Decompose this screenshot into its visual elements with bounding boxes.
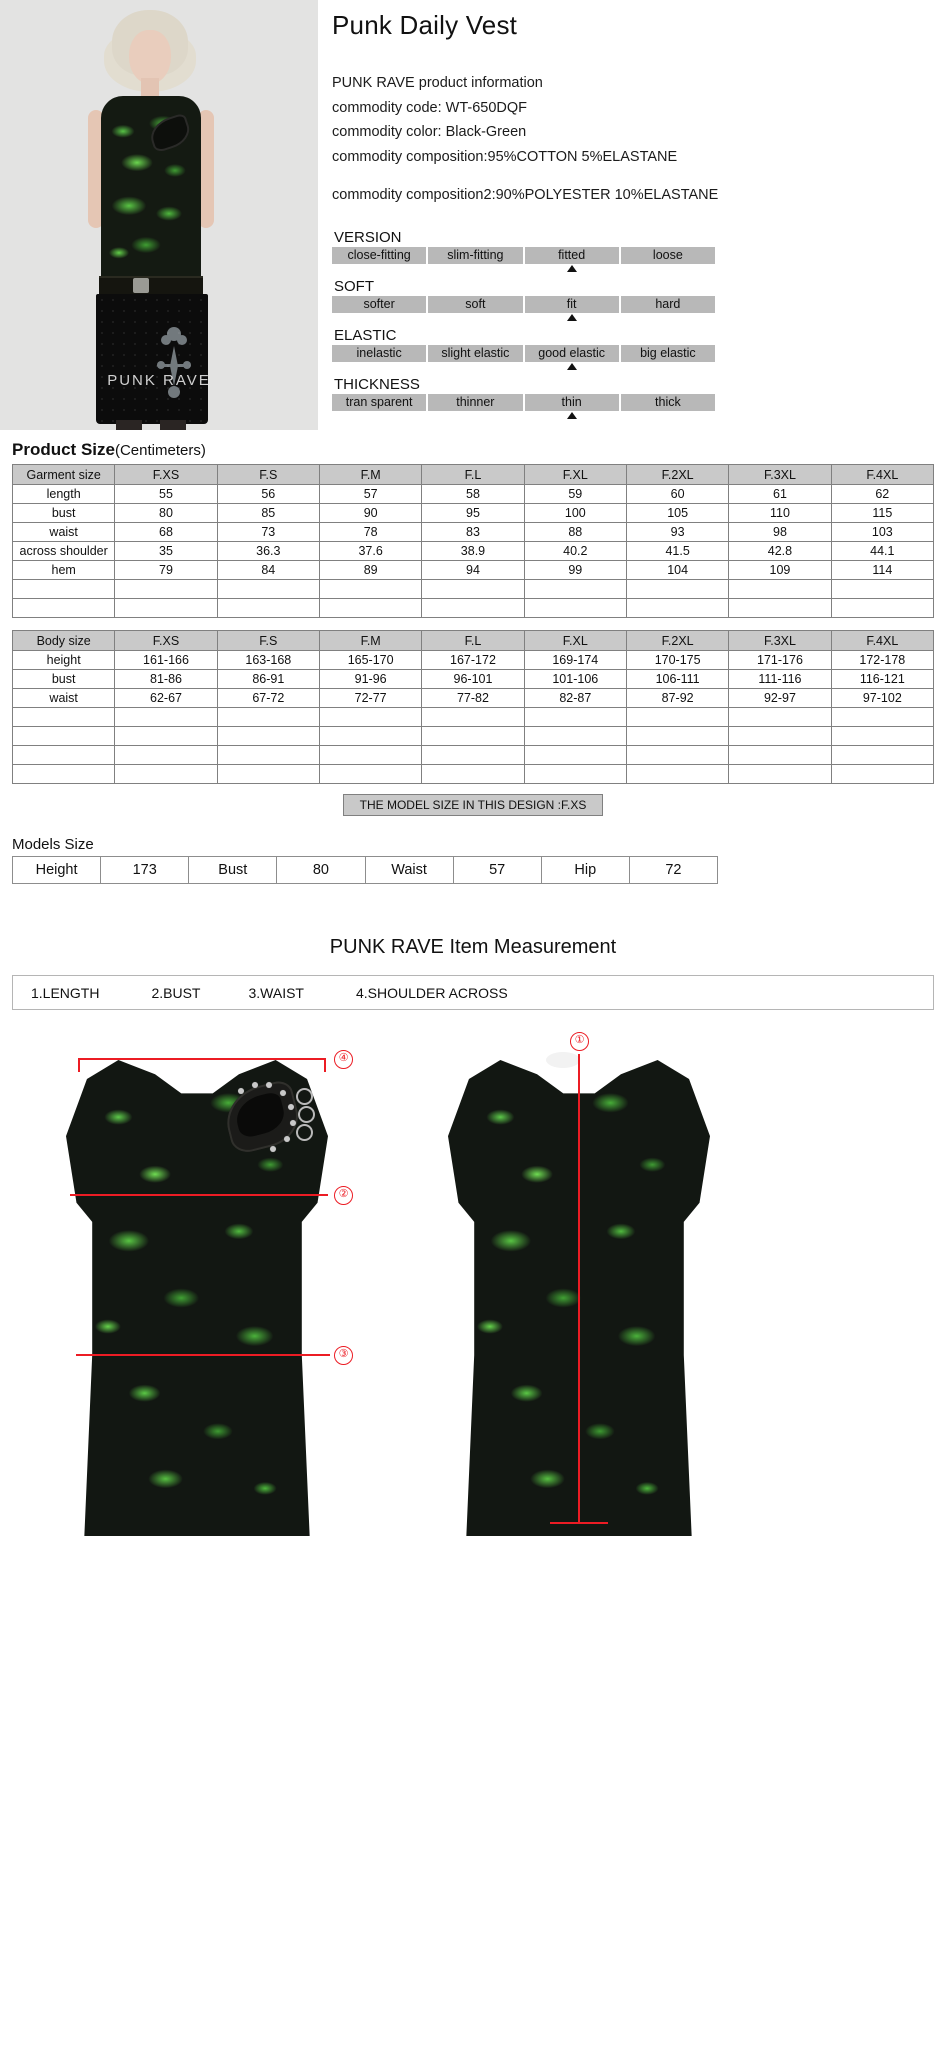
table-cell: 95	[422, 504, 524, 523]
attribute-options	[332, 394, 715, 411]
models-size-label: Height	[13, 857, 101, 884]
table-cell: 169-174	[524, 651, 626, 670]
marker-slot	[428, 362, 522, 373]
attribute-scales	[332, 228, 715, 422]
marker-slot	[621, 264, 715, 275]
table-cell: 167-172	[422, 651, 524, 670]
measure-line-waist	[76, 1354, 330, 1356]
table-row	[13, 727, 934, 746]
table-cell: 93	[626, 523, 728, 542]
table-cell: 55	[115, 485, 217, 504]
product-size-title-unit: (Centimeters)	[114, 442, 206, 459]
table-cell: 60	[626, 485, 728, 504]
table-cell: 111-116	[729, 670, 831, 689]
table-cell: 56	[217, 485, 319, 504]
table-cell: 86-91	[217, 670, 319, 689]
stud-icon	[270, 1146, 276, 1152]
table-cell: 97-102	[831, 689, 933, 708]
attribute-selection-markers	[332, 362, 715, 373]
table-cell	[626, 746, 728, 765]
stud-icon	[290, 1120, 296, 1126]
table-cell: 61	[729, 485, 831, 504]
back-neck-tag	[546, 1052, 580, 1068]
attribute-version	[332, 228, 715, 275]
table-header-row	[13, 631, 934, 651]
page-title: Punk Daily Vest	[332, 10, 518, 40]
table-cell: 41.5	[626, 542, 728, 561]
table-cell	[626, 765, 728, 784]
marker-slot	[332, 313, 426, 324]
commodity-composition: commodity composition:95%COTTON 5%ELASTANE	[332, 148, 678, 165]
marker-slot	[332, 264, 426, 275]
table-cell	[217, 727, 319, 746]
attribute-option[interactable]: thinner	[428, 394, 522, 411]
table-cell: 106-111	[626, 670, 728, 689]
row-label: hem	[13, 561, 115, 580]
table-cell: 58	[422, 485, 524, 504]
table-cell: 59	[524, 485, 626, 504]
table-cell: 37.6	[319, 542, 421, 561]
ring-icon	[298, 1106, 315, 1123]
ring-icon	[296, 1124, 313, 1141]
table-cell	[115, 708, 217, 727]
attribute-thickness	[332, 375, 715, 422]
commodity-code: commodity code: WT-650DQF	[332, 99, 527, 116]
table-cell	[524, 708, 626, 727]
column-header-size: F.XS	[115, 631, 217, 651]
attribute-option[interactable]: thick	[621, 394, 715, 411]
table-cell: 40.2	[524, 542, 626, 561]
table-cell	[422, 580, 524, 599]
measurement-diagrams	[0, 1024, 946, 1569]
attribute-selection-markers	[332, 411, 715, 422]
attribute-option[interactable]: slim-fitting	[428, 247, 522, 264]
models-size-value: 57	[453, 857, 541, 884]
column-header-size: F.4XL	[831, 631, 933, 651]
measure-line-length	[578, 1054, 580, 1524]
models-size-title: Models Size	[12, 836, 94, 853]
table-row	[13, 580, 934, 599]
table-row	[13, 485, 934, 504]
attribute-soft	[332, 277, 715, 324]
table-cell	[319, 727, 421, 746]
row-label	[13, 765, 115, 784]
garment-back-view	[430, 1024, 730, 1544]
table-cell: 88	[524, 523, 626, 542]
attribute-option[interactable]: slight elastic	[428, 345, 522, 362]
row-label: across shoulder	[13, 542, 115, 561]
attribute-option[interactable]: good elastic	[525, 345, 619, 362]
column-header-size: F.4XL	[831, 465, 933, 485]
table-row	[13, 504, 934, 523]
column-header-size: F.M	[319, 631, 421, 651]
measure-line-shoulder	[78, 1058, 326, 1060]
attribute-selection-markers	[332, 313, 715, 324]
column-header-size: F.XS	[115, 465, 217, 485]
models-size-row	[13, 857, 718, 884]
table-cell	[422, 746, 524, 765]
table-cell	[831, 599, 933, 618]
column-header-size: F.L	[422, 631, 524, 651]
selected-marker-icon	[525, 411, 619, 422]
table-cell	[831, 746, 933, 765]
attribute-option[interactable]: thin	[525, 394, 619, 411]
table-row	[13, 561, 934, 580]
stud-icon	[288, 1104, 294, 1110]
marker-slot	[621, 313, 715, 324]
table-cell	[422, 727, 524, 746]
table-cell	[626, 599, 728, 618]
table-cell	[831, 708, 933, 727]
table-cell	[626, 580, 728, 599]
table-cell: 78	[319, 523, 421, 542]
commodity-color: commodity color: Black-Green	[332, 124, 527, 140]
table-cell: 73	[217, 523, 319, 542]
skirt-print	[148, 320, 200, 408]
table-cell: 72-77	[319, 689, 421, 708]
model-size-note-wrap	[0, 794, 946, 816]
table-cell: 62	[831, 485, 933, 504]
table-cell	[524, 599, 626, 618]
attribute-option[interactable]: inelastic	[332, 345, 426, 362]
attribute-option[interactable]: fitted	[525, 247, 619, 264]
attribute-options	[332, 247, 715, 264]
table-cell: 57	[319, 485, 421, 504]
marker-slot	[428, 264, 522, 275]
table-cell: 77-82	[422, 689, 524, 708]
column-header-size: F.S	[217, 631, 319, 651]
table-cell	[115, 580, 217, 599]
measure-marker-4: ④	[334, 1050, 353, 1069]
stud-icon	[280, 1090, 286, 1096]
table-cell: 104	[626, 561, 728, 580]
table-cell	[217, 765, 319, 784]
column-header-size: F.2XL	[626, 465, 728, 485]
table-cell: 103	[831, 523, 933, 542]
stud-icon	[266, 1082, 272, 1088]
row-label: bust	[13, 504, 115, 523]
models-size-value: 80	[277, 857, 365, 884]
table-row	[13, 670, 934, 689]
table-cell: 44.1	[831, 542, 933, 561]
table-cell	[217, 746, 319, 765]
legend-item-shoulder: 4.SHOULDER ACROSS	[355, 984, 508, 1001]
attribute-option[interactable]: soft	[428, 296, 522, 313]
table-cell	[319, 580, 421, 599]
product-info-lines	[332, 71, 946, 208]
table-cell: 105	[626, 504, 728, 523]
table-cell: 171-176	[729, 651, 831, 670]
row-label: bust	[13, 670, 115, 689]
measure-marker-1: ①	[570, 1032, 589, 1051]
measure-line-bust	[70, 1194, 328, 1196]
table-row	[13, 599, 934, 618]
row-label	[13, 580, 115, 599]
table-cell: 94	[422, 561, 524, 580]
table-cell	[115, 765, 217, 784]
table-cell	[422, 708, 524, 727]
table-cell	[626, 708, 728, 727]
product-size-title	[12, 440, 946, 460]
table-cell: 98	[729, 523, 831, 542]
garment-size-table	[12, 464, 934, 618]
table-cell: 114	[831, 561, 933, 580]
table-cell	[729, 708, 831, 727]
table-cell	[319, 746, 421, 765]
model-size-note: THE MODEL SIZE IN THIS DESIGN :F.XS	[343, 794, 604, 816]
measurement-title: PUNK RAVE Item Measurement	[329, 936, 617, 958]
table-cell: 172-178	[831, 651, 933, 670]
table-cell: 163-168	[217, 651, 319, 670]
model-face	[129, 30, 171, 84]
measure-tick-hem	[550, 1522, 608, 1524]
model-leg-left	[116, 420, 142, 430]
attribute-option[interactable]: hard	[621, 296, 715, 313]
table-cell: 109	[729, 561, 831, 580]
measure-marker-3: ③	[334, 1346, 353, 1365]
table-cell	[729, 746, 831, 765]
table-cell: 42.8	[729, 542, 831, 561]
table-cell: 90	[319, 504, 421, 523]
table-cell: 81-86	[115, 670, 217, 689]
table-cell	[524, 746, 626, 765]
table-row	[13, 523, 934, 542]
table-cell	[217, 599, 319, 618]
attribute-options	[332, 296, 715, 313]
column-header-size: F.2XL	[626, 631, 728, 651]
row-label: waist	[13, 523, 115, 542]
marker-slot	[428, 411, 522, 422]
table-cell	[831, 580, 933, 599]
selected-marker-icon	[525, 362, 619, 373]
marker-slot	[428, 313, 522, 324]
stud-icon	[238, 1088, 244, 1094]
table-cell: 84	[217, 561, 319, 580]
row-label	[13, 708, 115, 727]
garment-front-view	[48, 1024, 348, 1544]
info-heading: PUNK RAVE product information	[332, 75, 543, 91]
table-cell: 99	[524, 561, 626, 580]
table-cell	[319, 599, 421, 618]
column-header-size: F.XL	[524, 465, 626, 485]
attribute-selection-markers	[332, 264, 715, 275]
table-cell: 100	[524, 504, 626, 523]
table-cell: 91-96	[319, 670, 421, 689]
table-cell: 68	[115, 523, 217, 542]
table-cell: 35	[115, 542, 217, 561]
table-cell	[831, 765, 933, 784]
table-cell: 38.9	[422, 542, 524, 561]
table-row	[13, 689, 934, 708]
table-cell	[729, 765, 831, 784]
selected-marker-icon	[525, 264, 619, 275]
table-row	[13, 542, 934, 561]
attribute-option[interactable]: big elastic	[621, 345, 715, 362]
table-cell	[217, 580, 319, 599]
table-cell: 89	[319, 561, 421, 580]
measure-tick-left	[78, 1058, 80, 1072]
table-cell: 87-92	[626, 689, 728, 708]
table-row	[13, 708, 934, 727]
table-cell	[319, 765, 421, 784]
models-size-label: Bust	[189, 857, 277, 884]
table-row	[13, 765, 934, 784]
column-header-label: Body size	[13, 631, 115, 651]
table-cell: 110	[729, 504, 831, 523]
table-cell	[831, 727, 933, 746]
table-header-row	[13, 465, 934, 485]
stud-icon	[252, 1082, 258, 1088]
legend-item-waist: 3.WAIST	[248, 984, 304, 1001]
legend-item-bust: 2.BUST	[151, 984, 201, 1001]
table-cell	[422, 765, 524, 784]
table-cell	[115, 727, 217, 746]
attribute-option[interactable]: loose	[621, 247, 715, 264]
column-header-size: F.M	[319, 465, 421, 485]
table-cell: 115	[831, 504, 933, 523]
attribute-option[interactable]: tran sparent	[332, 394, 426, 411]
table-row	[13, 746, 934, 765]
table-cell	[524, 765, 626, 784]
product-size-title-bold: Product Size	[12, 440, 115, 459]
attribute-label: ELASTIC	[334, 326, 397, 344]
attribute-label: SOFT	[334, 277, 374, 295]
model-belt-buckle	[133, 278, 149, 293]
table-cell: 165-170	[319, 651, 421, 670]
table-cell	[115, 599, 217, 618]
column-header-size: F.L	[422, 465, 524, 485]
selected-marker-icon	[525, 313, 619, 324]
attribute-elastic	[332, 326, 715, 373]
table-cell	[729, 580, 831, 599]
table-cell: 36.3	[217, 542, 319, 561]
marker-slot	[332, 411, 426, 422]
attribute-label: THICKNESS	[334, 375, 420, 393]
commodity-composition2: commodity composition2:90%POLYESTER 10%ELASTANE	[332, 187, 719, 203]
table-cell: 170-175	[626, 651, 728, 670]
table-cell	[319, 708, 421, 727]
table-cell	[115, 746, 217, 765]
table-cell: 83	[422, 523, 524, 542]
table-cell	[524, 580, 626, 599]
attribute-option[interactable]: close-fitting	[332, 247, 426, 264]
table-cell: 92-97	[729, 689, 831, 708]
table-cell: 85	[217, 504, 319, 523]
measure-marker-2: ②	[334, 1186, 353, 1205]
table-cell: 80	[115, 504, 217, 523]
column-header-size: F.S	[217, 465, 319, 485]
attribute-label: VERSION	[334, 228, 402, 246]
table-row	[13, 651, 934, 670]
row-label: length	[13, 485, 115, 504]
row-label: height	[13, 651, 115, 670]
column-header-size: F.3XL	[729, 631, 831, 651]
measurement-legend	[12, 975, 934, 1010]
attribute-option[interactable]: softer	[332, 296, 426, 313]
body-size-table	[12, 630, 934, 784]
table-cell	[626, 727, 728, 746]
row-label	[13, 746, 115, 765]
product-header	[0, 0, 946, 430]
marker-slot	[621, 362, 715, 373]
table-cell: 161-166	[115, 651, 217, 670]
table-cell: 96-101	[422, 670, 524, 689]
table-cell: 116-121	[831, 670, 933, 689]
models-size-label: Hip	[541, 857, 629, 884]
table-cell	[422, 599, 524, 618]
models-size-label: Waist	[365, 857, 453, 884]
table-cell: 67-72	[217, 689, 319, 708]
column-header-label: Garment size	[13, 465, 115, 485]
stud-icon	[284, 1136, 290, 1142]
models-size-value: 173	[101, 857, 189, 884]
row-label: waist	[13, 689, 115, 708]
models-size-table	[12, 856, 718, 884]
photo-watermark: PUNK RAVE	[107, 372, 211, 389]
table-cell	[729, 599, 831, 618]
product-info	[318, 0, 946, 430]
table-cell: 101-106	[524, 670, 626, 689]
marker-slot	[621, 411, 715, 422]
legend-item-length: 1.LENGTH	[31, 984, 100, 1001]
model-leg-right	[160, 420, 186, 430]
table-cell: 62-67	[115, 689, 217, 708]
attribute-option[interactable]: fit	[525, 296, 619, 313]
table-cell	[524, 727, 626, 746]
table-cell	[729, 727, 831, 746]
models-size-value: 72	[629, 857, 717, 884]
product-photo	[0, 0, 318, 430]
column-header-size: F.3XL	[729, 465, 831, 485]
attribute-options	[332, 345, 715, 362]
row-label	[13, 727, 115, 746]
table-cell: 82-87	[524, 689, 626, 708]
marker-slot	[332, 362, 426, 373]
table-cell: 79	[115, 561, 217, 580]
ring-icon	[296, 1088, 313, 1105]
measure-tick-right	[324, 1058, 326, 1072]
column-header-size: F.XL	[524, 631, 626, 651]
table-cell	[217, 708, 319, 727]
row-label	[13, 599, 115, 618]
